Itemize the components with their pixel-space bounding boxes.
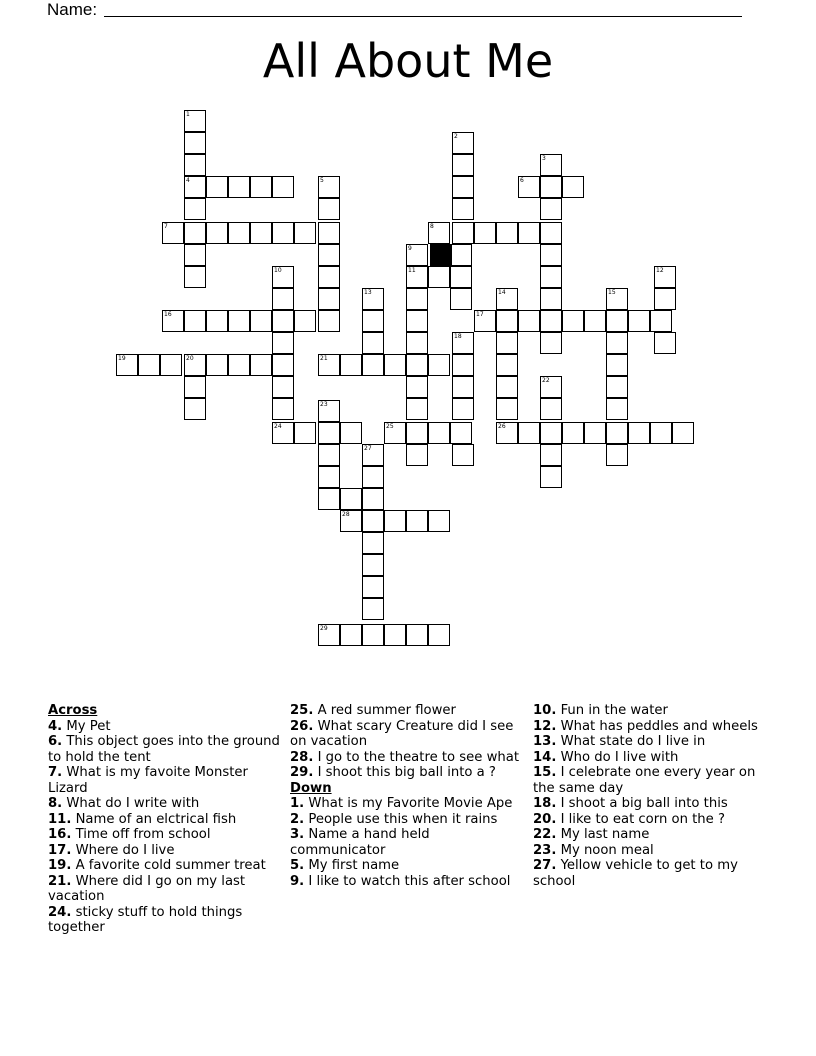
clue-item <box>290 858 522 874</box>
across-clue-list-continued <box>290 703 522 781</box>
clue-number: 16 <box>164 311 172 318</box>
grid-cell[interactable] <box>318 176 340 198</box>
clue-text: I shoot this big ball into a ? <box>313 765 496 780</box>
grid-cell[interactable] <box>362 332 384 354</box>
grid-cell[interactable] <box>606 398 628 420</box>
grid-cell[interactable] <box>406 444 428 466</box>
across-heading: Across <box>48 703 98 718</box>
clue-text: People use this when it rains <box>304 811 498 827</box>
grid-cell[interactable] <box>228 310 250 332</box>
grid-cell[interactable] <box>450 244 472 266</box>
clue-column-2 <box>290 703 522 889</box>
grid-cell[interactable] <box>540 198 562 220</box>
clue-number: 11 <box>408 267 416 274</box>
clue-number-label: 11. <box>48 811 72 827</box>
clue-number: 7 <box>164 223 168 230</box>
grid-cell[interactable] <box>540 244 562 266</box>
clue-item <box>290 796 522 812</box>
grid-cell[interactable] <box>206 354 228 376</box>
grid-cell[interactable] <box>362 598 384 620</box>
clue-item <box>290 750 522 766</box>
grid-cell[interactable] <box>540 266 562 288</box>
grid-cell[interactable] <box>318 266 340 288</box>
grid-cell[interactable] <box>362 444 384 466</box>
clue-item <box>48 827 280 843</box>
clue-item <box>533 719 765 735</box>
grid-cell[interactable] <box>340 354 362 376</box>
clue-item <box>533 765 765 796</box>
grid-cell[interactable] <box>184 222 206 244</box>
clue-item <box>290 703 522 719</box>
clue-text: Time off from school <box>71 827 211 842</box>
grid-cell[interactable] <box>162 310 184 332</box>
clue-item <box>290 874 522 890</box>
page-title: All About Me <box>262 34 554 88</box>
clue-text: I like to watch this after school <box>304 873 511 889</box>
clue-text: sticky stuff to hold things together <box>48 904 243 935</box>
clue-number: 17 <box>476 311 484 318</box>
grid-cell[interactable] <box>406 624 428 646</box>
grid-cell[interactable] <box>294 422 316 444</box>
clue-number: 22 <box>542 377 550 384</box>
clue-number-label: 5. <box>290 858 305 873</box>
clue-item <box>48 874 280 905</box>
clue-number: 14 <box>498 289 506 296</box>
grid-cell[interactable] <box>654 288 676 310</box>
grid-cell[interactable] <box>496 354 518 376</box>
clue-number: 4 <box>186 177 190 184</box>
clue-number: 12 <box>656 267 664 274</box>
clue-number-label: 13. <box>533 734 557 749</box>
grid-cell[interactable] <box>206 310 228 332</box>
clue-item <box>48 734 280 765</box>
grid-cell[interactable] <box>406 288 428 310</box>
clue-number: 1 <box>186 111 190 118</box>
clue-number-label: 1. <box>290 796 305 811</box>
grid-cell[interactable] <box>406 244 428 266</box>
clue-number-label: 17. <box>48 842 72 858</box>
grid-cell[interactable] <box>362 310 384 332</box>
grid-cell[interactable] <box>340 422 362 444</box>
grid-cell[interactable] <box>406 266 428 288</box>
grid-cell[interactable] <box>362 554 384 576</box>
clue-number-label: 29. <box>290 765 314 780</box>
clue-text: I like to eat corn on the ? <box>556 811 725 827</box>
grid-cell[interactable] <box>606 354 628 376</box>
grid-cell[interactable] <box>116 354 138 376</box>
clue-item <box>533 812 765 828</box>
grid-cell[interactable] <box>654 332 676 354</box>
grid-cell[interactable] <box>272 354 294 376</box>
grid-cell[interactable] <box>540 398 562 420</box>
grid-cell[interactable] <box>272 310 294 332</box>
grid-cell[interactable] <box>562 310 584 332</box>
down-clue-list <box>290 796 522 889</box>
grid-cell[interactable] <box>540 444 562 466</box>
grid-cell[interactable] <box>362 466 384 488</box>
across-clue-list <box>48 719 280 936</box>
clue-item <box>290 827 522 858</box>
clue-text: Name of an elctrical fish <box>71 811 237 827</box>
grid-cell[interactable] <box>318 354 340 376</box>
grid-cell[interactable] <box>184 266 206 288</box>
grid-cell[interactable] <box>184 354 206 376</box>
grid-cell[interactable] <box>318 444 340 466</box>
clue-text: Who do I live with <box>556 749 679 765</box>
clue-item <box>48 858 280 874</box>
grid-cell[interactable] <box>428 354 450 376</box>
clue-number-label: 25. <box>290 703 314 718</box>
clue-text: My last name <box>556 827 650 842</box>
grid-cell[interactable] <box>206 176 228 198</box>
grid-cell[interactable] <box>606 422 628 444</box>
grid-cell[interactable] <box>496 376 518 398</box>
grid-cell[interactable] <box>272 266 294 288</box>
clue-text: What is my favoite Monster Lizard <box>48 765 248 796</box>
grid-cell[interactable] <box>318 288 340 310</box>
clue-number-label: 20. <box>533 811 557 827</box>
grid-cell[interactable] <box>362 576 384 598</box>
grid-cell[interactable] <box>496 422 518 444</box>
grid-cell[interactable] <box>362 532 384 554</box>
grid-cell[interactable] <box>540 176 562 198</box>
grid-cell[interactable] <box>384 624 406 646</box>
grid-cell[interactable] <box>654 266 676 288</box>
grid-cell[interactable] <box>162 222 184 244</box>
clue-item <box>290 812 522 828</box>
clue-text: Yellow vehicle to get to my school <box>533 858 738 889</box>
clue-number: 10 <box>274 267 282 274</box>
grid-cell[interactable] <box>206 222 228 244</box>
clue-number-label: 27. <box>533 858 557 873</box>
grid-cell[interactable] <box>540 288 562 310</box>
grid-cell[interactable] <box>184 132 206 154</box>
clue-number-label: 9. <box>290 873 305 889</box>
grid-cell[interactable] <box>318 310 340 332</box>
clue-item <box>533 843 765 859</box>
clue-number: 24 <box>274 423 282 430</box>
grid-cell[interactable] <box>452 398 474 420</box>
grid-cell[interactable] <box>496 310 518 332</box>
grid-cell[interactable] <box>272 332 294 354</box>
grid-cell[interactable] <box>340 488 362 510</box>
grid-cell[interactable] <box>540 154 562 176</box>
grid-cell[interactable] <box>272 288 294 310</box>
clue-number: 27 <box>364 445 372 452</box>
grid-cell[interactable] <box>272 422 294 444</box>
clue-text: I celebrate one every year on the same day <box>533 765 756 796</box>
grid-cell[interactable] <box>452 444 474 466</box>
grid-cell[interactable] <box>318 422 340 444</box>
grid-cell[interactable] <box>518 310 540 332</box>
grid-cell[interactable] <box>318 466 340 488</box>
clue-number: 2 <box>454 133 458 140</box>
clue-text: What scary Creature did I see on vacation <box>290 718 514 749</box>
grid-cell[interactable] <box>406 332 428 354</box>
clue-number-label: 23. <box>533 842 557 858</box>
grid-cell[interactable] <box>318 400 340 422</box>
grid-cell[interactable] <box>452 376 474 398</box>
clue-number: 9 <box>408 245 412 252</box>
grid-cell[interactable] <box>450 288 472 310</box>
grid-cell[interactable] <box>452 332 474 354</box>
grid-cell[interactable] <box>406 354 428 376</box>
grid-cell[interactable] <box>518 176 540 198</box>
clue-number-label: 22. <box>533 827 557 842</box>
clue-item <box>533 827 765 843</box>
grid-cell[interactable] <box>450 266 472 288</box>
clue-column-3 <box>533 703 765 889</box>
grid-cell[interactable] <box>628 310 650 332</box>
clue-number: 15 <box>608 289 616 296</box>
grid-cell[interactable] <box>272 376 294 398</box>
grid-cell[interactable] <box>518 422 540 444</box>
clue-text: Where do I live <box>71 842 175 858</box>
clue-text: A red summer flower <box>313 703 456 718</box>
grid-cell[interactable] <box>406 422 428 444</box>
clue-number-label: 19. <box>48 858 72 873</box>
grid-cell[interactable] <box>384 354 406 376</box>
clue-number-label: 2. <box>290 811 305 827</box>
grid-cell[interactable] <box>228 176 250 198</box>
clue-item <box>48 812 280 828</box>
grid-cell[interactable] <box>406 310 428 332</box>
grid-cell[interactable] <box>272 398 294 420</box>
grid-cell[interactable] <box>606 376 628 398</box>
clue-text: I shoot a big ball into this <box>556 796 728 811</box>
grid-cell[interactable] <box>362 354 384 376</box>
clue-text: Name a hand held communicator <box>290 827 430 858</box>
grid-cell[interactable] <box>606 288 628 310</box>
grid-cell[interactable] <box>606 310 628 332</box>
grid-cell[interactable] <box>184 154 206 176</box>
clue-text: Fun in the water <box>556 703 668 718</box>
grid-cell[interactable] <box>340 510 362 532</box>
clue-number: 25 <box>386 423 394 430</box>
clue-number-label: 21. <box>48 873 72 889</box>
clue-text: What do I write with <box>62 796 200 811</box>
grid-cell[interactable] <box>474 310 496 332</box>
clue-number-label: 16. <box>48 827 72 842</box>
clue-number: 13 <box>364 289 372 296</box>
clue-text: What state do I live in <box>556 734 706 749</box>
clue-text: I go to the theatre to see what <box>313 749 519 765</box>
down-heading: Down <box>290 780 332 796</box>
clue-text: My Pet <box>62 718 111 734</box>
grid-cell[interactable] <box>452 132 474 154</box>
grid-cell[interactable] <box>362 510 384 532</box>
grid-cell[interactable] <box>362 488 384 510</box>
clue-column-1 <box>48 703 280 936</box>
clue-item <box>48 719 280 735</box>
grid-cell[interactable] <box>362 288 384 310</box>
grid-cell[interactable] <box>184 244 206 266</box>
grid-cell[interactable] <box>474 222 496 244</box>
clue-number: 23 <box>320 401 328 408</box>
grid-cell[interactable] <box>540 422 562 444</box>
grid-cell[interactable] <box>272 176 294 198</box>
clue-item <box>48 905 280 936</box>
grid-cell[interactable] <box>184 376 206 398</box>
clue-number: 29 <box>320 625 328 632</box>
clue-item <box>48 796 280 812</box>
grid-cell[interactable] <box>650 422 672 444</box>
grid-cell[interactable] <box>340 624 362 646</box>
clue-item <box>533 858 765 889</box>
grid-cell[interactable] <box>540 310 562 332</box>
black-cell <box>430 244 452 266</box>
grid-cell[interactable] <box>250 222 272 244</box>
grid-cell[interactable] <box>628 422 650 444</box>
grid-cell[interactable] <box>294 310 316 332</box>
grid-cell[interactable] <box>406 376 428 398</box>
clue-item <box>533 734 765 750</box>
grid-cell[interactable] <box>496 332 518 354</box>
grid-cell[interactable] <box>584 310 606 332</box>
grid-cell[interactable] <box>518 222 540 244</box>
clue-item <box>48 765 280 796</box>
clue-item <box>290 719 522 750</box>
clue-number: 3 <box>542 155 546 162</box>
grid-cell[interactable] <box>160 354 182 376</box>
clue-number: 8 <box>430 223 434 230</box>
grid-cell[interactable] <box>452 198 474 220</box>
grid-cell[interactable] <box>450 422 472 444</box>
grid-cell[interactable] <box>540 332 562 354</box>
clue-number-label: 26. <box>290 718 314 734</box>
grid-cell[interactable] <box>406 398 428 420</box>
grid-cell[interactable] <box>496 398 518 420</box>
grid-cell[interactable] <box>540 222 562 244</box>
clue-item <box>48 843 280 859</box>
grid-cell[interactable] <box>428 266 450 288</box>
clue-number-label: 10. <box>533 703 557 718</box>
grid-cell[interactable] <box>318 222 340 244</box>
clue-number: 26 <box>498 423 506 430</box>
grid-cell[interactable] <box>318 488 340 510</box>
clue-number-label: 15. <box>533 765 557 780</box>
clue-number-label: 12. <box>533 718 557 734</box>
grid-cell[interactable] <box>428 422 450 444</box>
grid-cell[interactable] <box>650 310 672 332</box>
grid-cell[interactable] <box>562 176 584 198</box>
clue-text: What is my Favorite Movie Ape <box>304 796 513 811</box>
grid-cell[interactable] <box>250 354 272 376</box>
grid-cell[interactable] <box>584 422 606 444</box>
grid-cell[interactable] <box>272 222 294 244</box>
grid-cell[interactable] <box>318 198 340 220</box>
clue-number: 6 <box>520 177 524 184</box>
grid-cell[interactable] <box>452 222 474 244</box>
grid-cell[interactable] <box>428 510 450 532</box>
clue-number-label: 24. <box>48 904 72 920</box>
clue-item <box>290 765 522 781</box>
grid-cell[interactable] <box>540 376 562 398</box>
clue-item <box>533 703 765 719</box>
clue-text: My first name <box>304 858 400 873</box>
grid-cell[interactable] <box>452 354 474 376</box>
grid-cell[interactable] <box>294 222 316 244</box>
grid-cell[interactable] <box>406 510 428 532</box>
clue-number-label: 8. <box>48 796 63 811</box>
clue-item <box>533 796 765 812</box>
grid-cell[interactable] <box>184 176 206 198</box>
clue-text: What has peddles and wheels <box>556 718 758 734</box>
name-label: Name: <box>47 0 98 19</box>
clue-number: 19 <box>118 355 126 362</box>
clue-number: 21 <box>320 355 328 362</box>
grid-cell[interactable] <box>184 398 206 420</box>
grid-cell[interactable] <box>452 154 474 176</box>
grid-cell[interactable] <box>250 176 272 198</box>
grid-cell[interactable] <box>384 422 406 444</box>
grid-cell[interactable] <box>562 422 584 444</box>
grid-cell[interactable] <box>184 310 206 332</box>
clue-text: A favorite cold summer treat <box>71 858 266 873</box>
clue-text: My noon meal <box>556 842 654 858</box>
down-clue-list-continued <box>533 703 765 889</box>
clue-item <box>533 750 765 766</box>
grid-cell[interactable] <box>540 466 562 488</box>
grid-cell[interactable] <box>496 222 518 244</box>
grid-cell[interactable] <box>184 198 206 220</box>
clue-number-label: 3. <box>290 827 305 842</box>
clue-text: Where did I go on my last vacation <box>48 873 246 904</box>
grid-cell[interactable] <box>496 288 518 310</box>
clue-number: 20 <box>186 355 194 362</box>
grid-cell[interactable] <box>428 624 450 646</box>
clue-number-label: 18. <box>533 796 557 811</box>
grid-cell[interactable] <box>362 624 384 646</box>
clue-number-label: 14. <box>533 749 557 765</box>
grid-cell[interactable] <box>384 510 406 532</box>
clue-number: 5 <box>320 177 324 184</box>
grid-cell[interactable] <box>184 110 206 132</box>
grid-cell[interactable] <box>228 354 250 376</box>
clue-number: 28 <box>342 511 350 518</box>
grid-cell[interactable] <box>672 422 694 444</box>
clue-number-label: 6. <box>48 734 63 749</box>
grid-cell[interactable] <box>428 222 450 244</box>
grid-cell[interactable] <box>228 222 250 244</box>
grid-cell[interactable] <box>318 244 340 266</box>
clue-number-label: 28. <box>290 749 314 765</box>
grid-cell[interactable] <box>452 176 474 198</box>
grid-cell[interactable] <box>318 624 340 646</box>
grid-cell[interactable] <box>606 332 628 354</box>
grid-cell[interactable] <box>606 444 628 466</box>
grid-cell[interactable] <box>138 354 160 376</box>
clue-number: 18 <box>454 333 462 340</box>
clue-number-label: 4. <box>48 718 63 734</box>
grid-cell[interactable] <box>250 310 272 332</box>
clue-number-label: 7. <box>48 765 63 780</box>
clue-text: This object goes into the ground to hold the tent <box>48 734 280 765</box>
